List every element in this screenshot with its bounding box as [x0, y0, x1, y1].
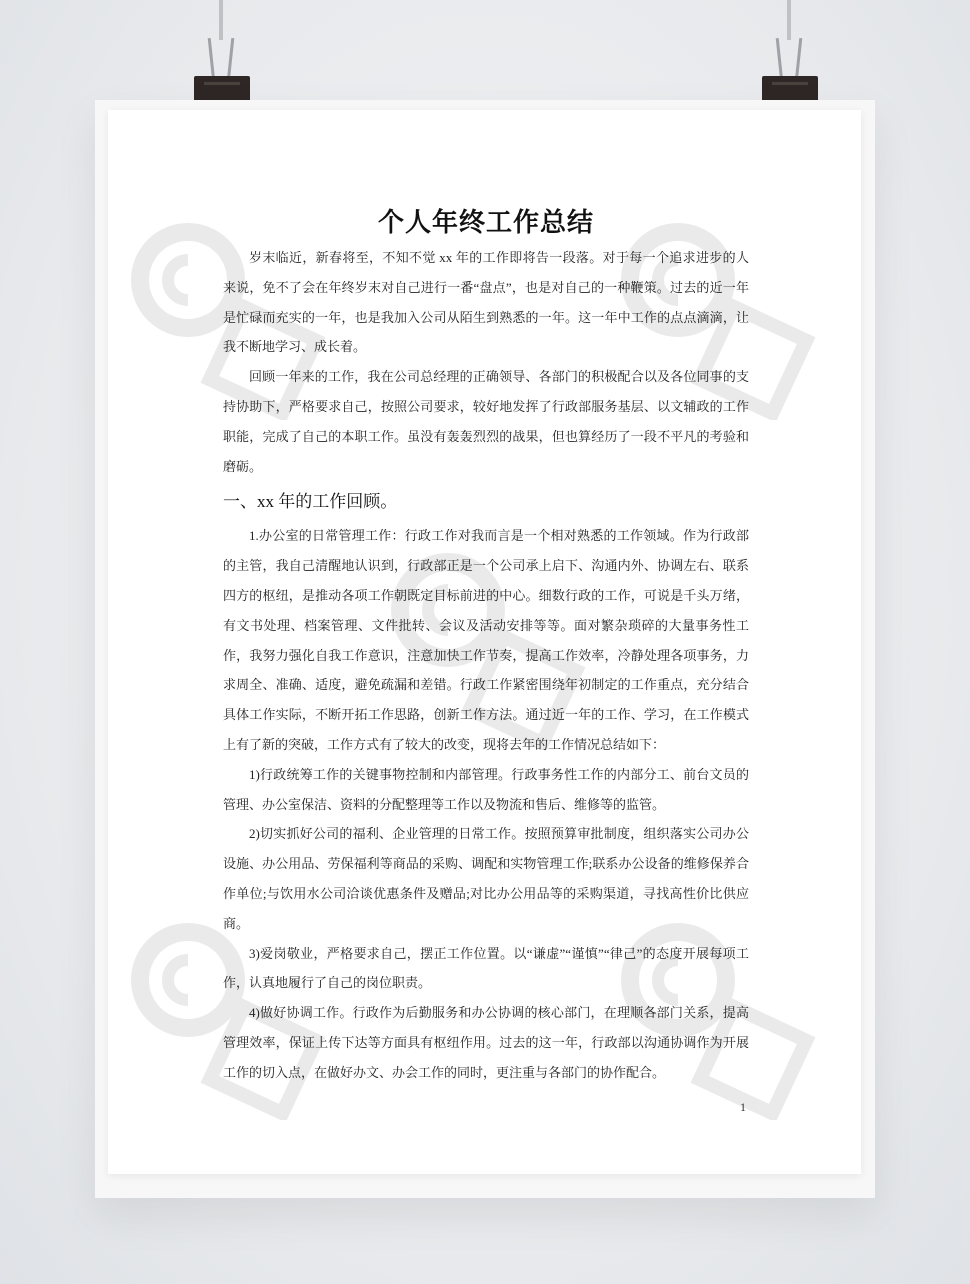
body-paragraph: 3)爱岗敬业，严格要求自己，摆正工作位置。以“谦虚”“谨慎”“律己”的态度开展每项工作，认真地履行了自己的岗位职责。 [223, 945, 749, 991]
body-paragraph: 2)切实抓好公司的福利、企业管理的日常工作。按照预算审批制度，组织落实公司办公设施、办公用品、劳保福利等商品的采购、调配和实物管理工作;联系办公设备的维修保养合作单位;与饮用水公司洽谈优惠条件及赠品;对比办公用品等的采购渠道，寻找高性价比供应商。 [223, 826, 749, 931]
right-binder-clip [760, 0, 820, 110]
document-page [108, 110, 861, 1174]
page-number: 1 [740, 1100, 746, 1114]
hanging-wire [787, 0, 791, 40]
intro-paragraph: 回顾一年来的工作，我在公司总经理的正确领导、各部门的积极配合以及各位同事的支持协助下，严格要求自己，按照公司要求，较好地发挥了行政部服务基层、以文辅政的工作职能，完成了自己的本职工作。虽没有轰轰烈烈的战果，但也算经历了一段不平凡的考验和磨砺。 [223, 369, 749, 474]
body-paragraph: 1.办公室的日常管理工作：行政工作对我而言是一个相对熟悉的工作领域。作为行政部的主管，我自己清醒地认识到，行政部正是一个公司承上启下、沟通内外、协调左右、联系四方的枢纽，是推动各项工作朝既定目标前进的中心。细数行政的工作，可说是千头万绪，有文书处理、档案管理、文件批转、会议及活动安排等等。面对繁杂琐碎的大量事务性工作，我努力强化自我工作意识，注意加快工作节奏，提高工作效率，冷静处理各项事务，力求周全、准确、适度，避免疏漏和差错。行政工作紧密围绕年初制定的工作重点，充分结合具体工作实际，不断开拓工作思路，创新工作方法。通过近一年的工作、学习，在工作模式上有了新的突破，工作方式有了较大的改变，现将去年的工作情况总结如下： [223, 528, 749, 752]
left-binder-clip [192, 0, 252, 110]
intro-paragraph: 岁末临近，新春将至，不知不觉 xx 年的工作即将告一段落。对于每一个追求进步的人来说，免不了会在年终岁末对自己进行一番“盘点”，也是对自己的一种鞭策。过去的近一年是忙碌而充实的一年，也是我加入公司从陌生到熟悉的一年。这一年中工作的点点滴滴，让我不断地学习、成长着。 [223, 250, 749, 355]
section-heading: 一、xx 年的工作回顾。 [223, 492, 398, 512]
document-title: 个人年终工作总结 [377, 208, 594, 238]
body-paragraph: 4)做好协调工作。行政作为后勤服务和办公协调的核心部门，在理顺各部门关系，提高管理效率，保证上传下达等方面具有枢纽作用。过去的这一年，行政部以沟通协调作为开展工作的切入点，在做好办文、办会工作的同时，更注重与各部门的协作配合。 [223, 1005, 749, 1080]
hanging-wire [219, 0, 223, 40]
body-paragraph: 1)行政统筹工作的关键事物控制和内部管理。行政事务性工作的内部分工、前台文员的管理、办公室保洁、资料的分配整理等工作以及物流和售后、维修等的监管。 [223, 766, 749, 812]
document-content [223, 202, 749, 1088]
